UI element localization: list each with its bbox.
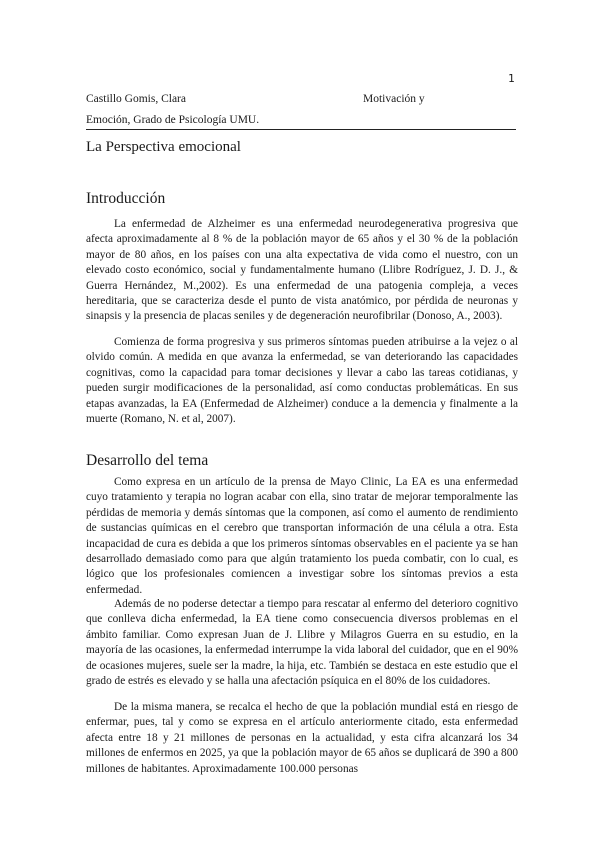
- paragraph: De la misma manera, se recalca el hecho de que la población mundial está en riesgo de enfermar, pues, tal y como se expresa en el artículo anteriormente citado, esta enfermedad afecta entre 18 y 21 millones de personas en la actualidad, y esta cifra alcanzará los 34 millones de enfermos en 2025, ya que la población mayor de 65 años se duplicará de 390 a 800 millones de habitantes. Aproximadamente 100.000 personas: [86, 701, 518, 775]
- page-number: 1: [508, 72, 515, 85]
- running-header: [86, 93, 516, 109]
- paragraph: Comienza de forma progresiva y sus primeros síntomas pueden atribuirse a la vejez o al olvido común. A medida en que avanza la enfermedad, se van deteriorando las capacidades cognitivas, como la capacidad para tomar decisiones y llevar a cabo las tareas cotidianas, y pueden surgir modificaciones de la personalidad, así como conductas problemáticas. En sus etapas avanzadas, la EA (Enfermedad de Alzheimer) conduce a la demencia y finalmente a la muerte (Romano, N. et al, 2007).: [86, 336, 518, 426]
- header-author: Castillo Gomis, Clara: [86, 93, 186, 105]
- section-heading-introduccion: Introducción: [86, 190, 166, 207]
- paragraph: La enfermedad de Alzheimer es una enfermedad neurodegenerativa progresiva que afecta aproximadamente al 8 % de la población mayor de 65 años y el 30 % de la población mayor de 80 años, en los países con una alta expectativa de vida como el nuestro, con un elevado costo económico, social y fundamentalmente humano (Llibre Rodríguez, J. D. J., & Guerra Hernández, M.,2002). Es una enfermedad de una patogenia compleja, a veces hereditaria, que se caracteriza desde el punto de vista anatómico, por pérdida de neuronas y sinapsis y la presencia de placas seniles y de degeneración neurofibrilar (Donoso, A., 2003).: [86, 218, 518, 323]
- header-subject: Motivación y: [363, 93, 425, 105]
- paragraph: Como expresa en un artículo de la prensa de Mayo Clinic, La EA es una enfermedad cuyo tratamiento y terapia no logran acabar con ella, sino tratar de mejorar temporalmente las pérdidas de memoria y demás síntomas que la componen, así como el aumento de rendimiento de sustancias químicas en el cerebro que transportan información de una célula a otra. Esta incapacidad de cura es debida a que los primeros síntomas observables en el paciente ya se han desarrollado demasiado como para que algún tratamiento los pueda combatir, con lo cual, es lógico que los profesionales comiencen a investigar sobre los síntomas previos a esta enfermedad.: [86, 476, 518, 596]
- paragraph: Además de no poderse detectar a tiempo para rescatar al enfermo del deterioro cognitivo que conlleva dicha enfermedad, la EA tiene como consecuencia diversos problemas en el ámbito familiar. Como expresan Juan de J. Llibre y Milagros Guerra en su estudio, en la mayoría de las ocasiones, la enfermedad interrumpe la vida laboral del cuidador, que en el 90% de ocasiones mujeres, suele ser la madre, la hija, etc. También se destaca en este estudio que el grado de estrés es elevado y se halla una afectación psíquica en el 80% de los cuidadores.: [86, 598, 518, 688]
- section-heading-desarrollo: Desarrollo del tema: [86, 452, 209, 469]
- running-header-subtitle: Emoción, Grado de Psicología UMU.: [86, 114, 516, 130]
- document-title: La Perspectiva emocional: [86, 139, 241, 155]
